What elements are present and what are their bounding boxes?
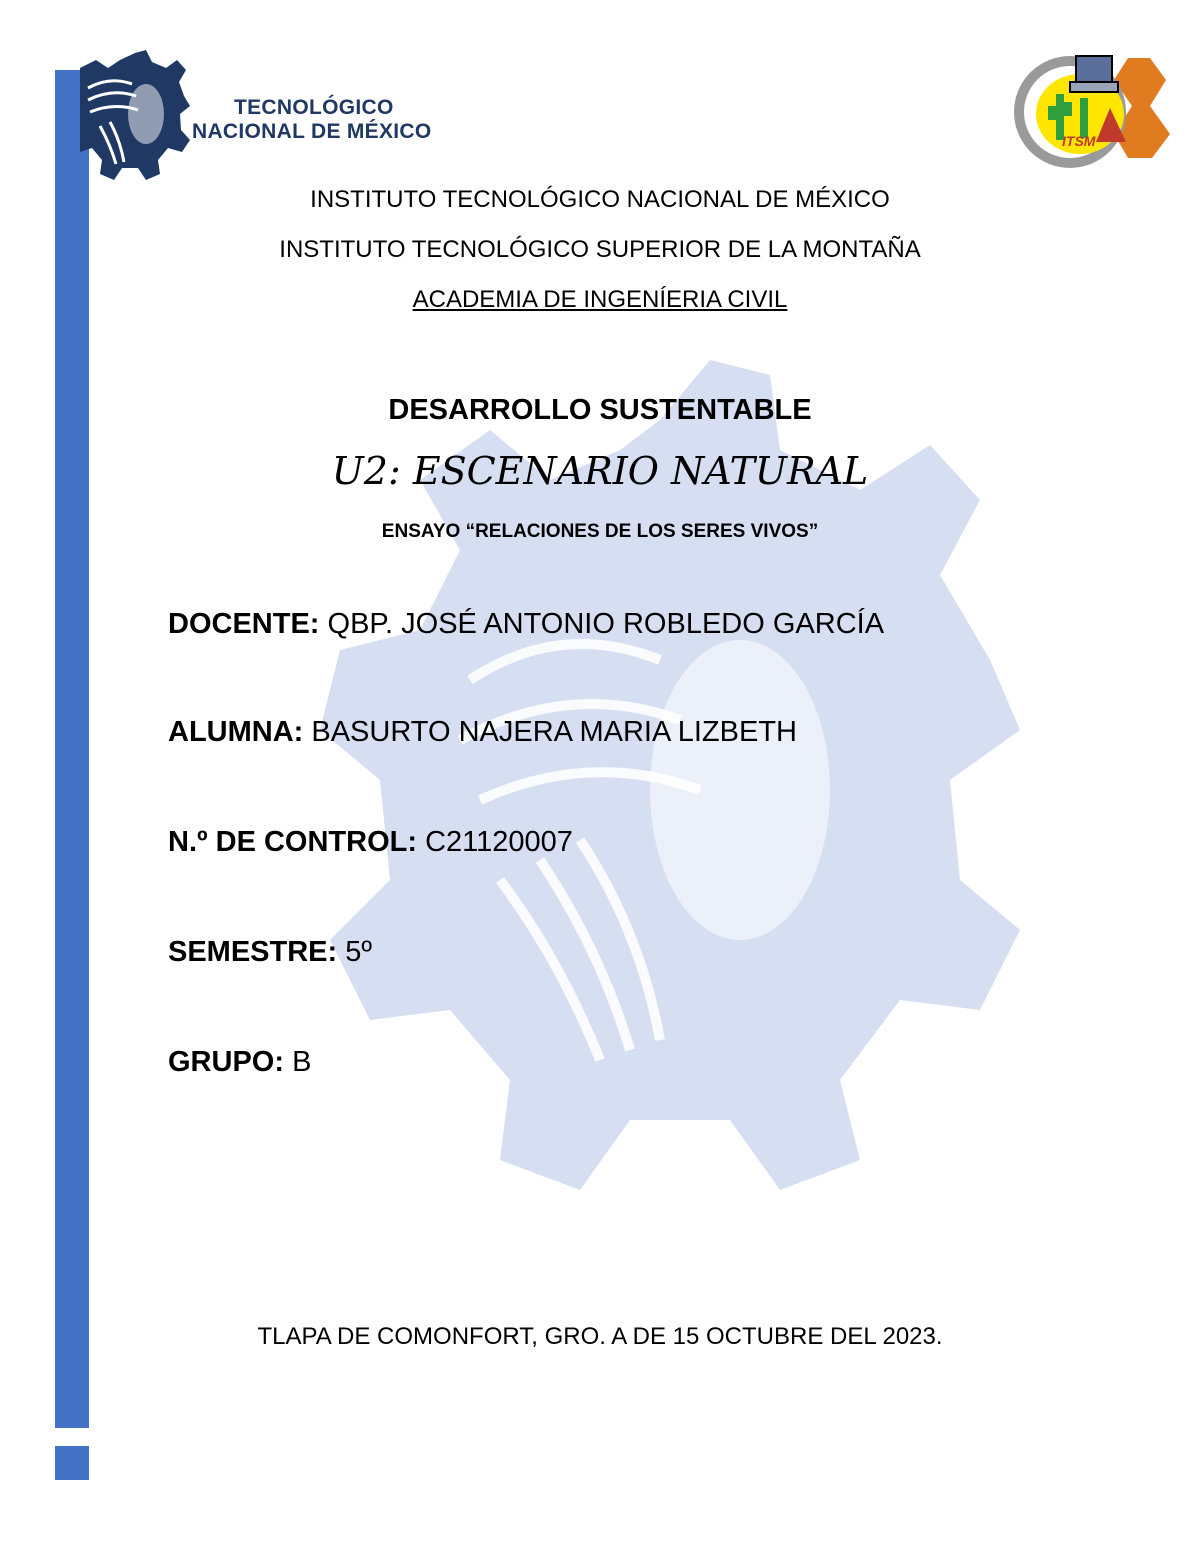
field-semestre — [168, 936, 372, 969]
logo-text-line1: TECNOLÓGICO — [234, 96, 394, 119]
itsm-logo-icon — [1010, 50, 1170, 170]
institution-line-3 — [0, 286, 1200, 314]
sidebar-accent-square — [55, 1446, 89, 1480]
tecnm-logo-text — [192, 96, 432, 144]
field-value: 5º — [345, 936, 372, 968]
logo-text-line2: NACIONAL DE MÉXICO — [192, 120, 432, 143]
subject-title: DESARROLLO SUSTENTABLE — [388, 394, 812, 426]
field-value: QBP. JOSÉ ANTONIO ROBLEDO GARCÍA — [327, 608, 885, 640]
field-grupo — [168, 1046, 311, 1079]
field-label: GRUPO: — [168, 1046, 284, 1078]
place-date: TLAPA DE COMONFORT, GRO. A DE 15 OCTUBRE DEL 2023. — [257, 1323, 943, 1350]
institution-line-1: INSTITUTO TECNOLÓGICO NACIONAL DE MÉXICO — [310, 186, 890, 213]
field-value: B — [292, 1046, 312, 1078]
essay-title: ENSAYO “RELACIONES DE LOS SERES VIVOS” — [381, 521, 819, 542]
field-label: N.º DE CONTROL: — [168, 826, 418, 858]
field-label: ALUMNA: — [168, 716, 304, 748]
unit-title: U2: ESCENARIO NATURAL — [331, 449, 869, 493]
itsm-logo-text: ITSM — [1062, 133, 1096, 149]
field-value: C21120007 — [425, 826, 573, 858]
field-label: DOCENTE: — [168, 608, 320, 640]
sidebar-accent-bar — [55, 70, 89, 1428]
field-control — [168, 826, 573, 859]
tecnm-gear-logo-icon — [80, 48, 190, 188]
academy-name: ACADEMIA DE INGENÍERIA CIVIL — [412, 286, 788, 313]
institution-line-2: INSTITUTO TECNOLÓGICO SUPERIOR DE LA MONTAÑA — [279, 236, 921, 263]
field-label: SEMESTRE: — [168, 936, 338, 968]
field-value: BASURTO NAJERA MARIA LIZBETH — [311, 716, 797, 748]
field-docente — [168, 608, 884, 641]
field-alumna — [168, 716, 797, 749]
